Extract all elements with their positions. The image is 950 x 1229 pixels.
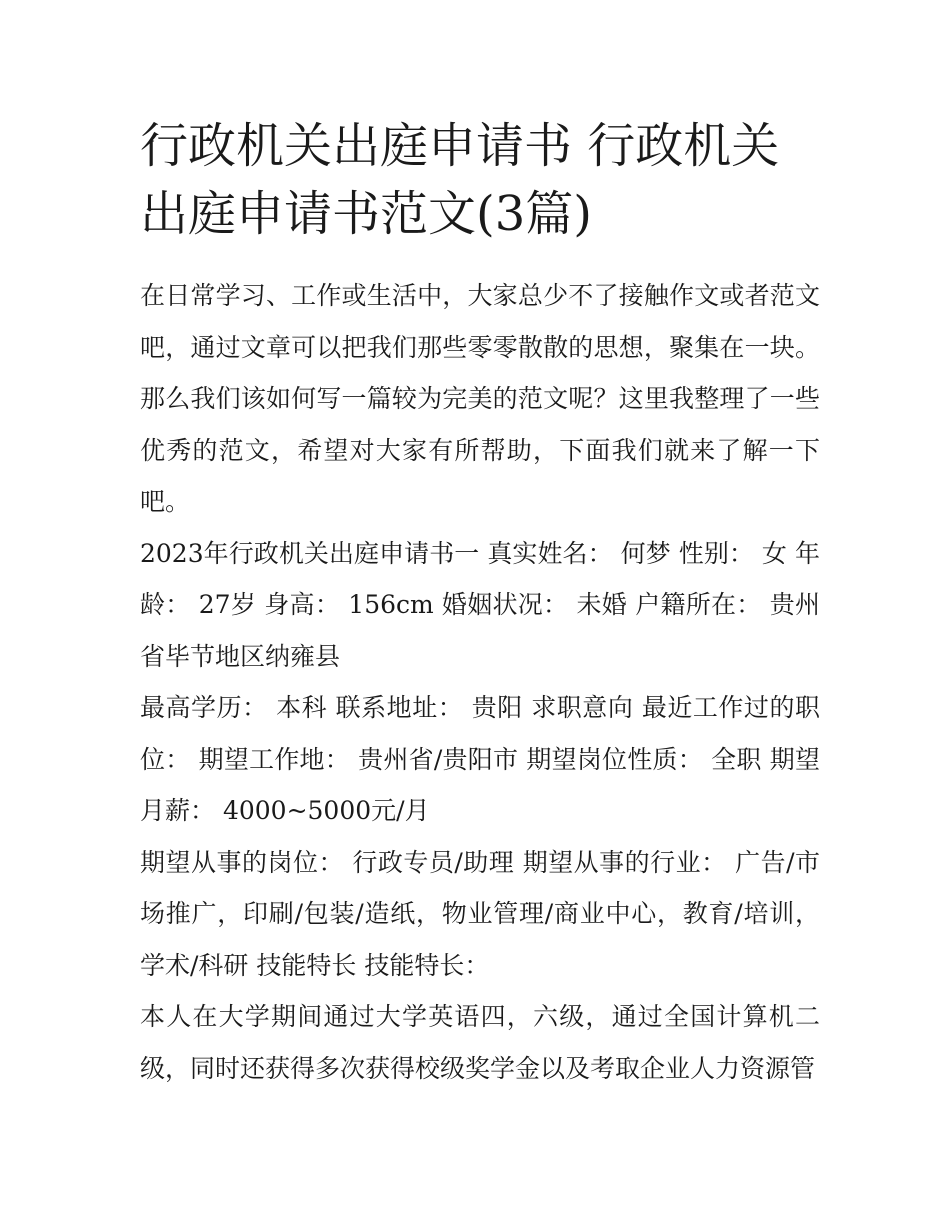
document-title: 行政机关出庭申请书 行政机关出庭申请书范文(3篇) <box>140 118 780 242</box>
paragraph-expected-position: 期望从事的岗位： 行政专员/助理 期望从事的行业： 广告/市场推广，印刷/包装/造纸，物业管理/商业中心，教育/培训，学术/科研 技能特长 技能特长： <box>140 847 820 980</box>
paragraph-intro: 在日常学习、工作或生活中，大家总少不了接触作文或者范文吧，通过文章可以把我们那些零零散散的思想，聚集在一块。那么我们该如何写一篇较为完美的范文呢？这里我整理了一些优秀的范文，希望对大家有所帮助，下面我们就来了解一下吧。 <box>140 281 820 516</box>
paragraph-education-intent: 最高学历： 本科 联系地址： 贵阳 求职意向 最近工作过的职位： 期望工作地： 贵州省/贵阳市 期望岗位性质： 全职 期望月薪： 4000~5000元/月 <box>140 693 820 825</box>
paragraph-personal-info: 2023年行政机关出庭申请书一 真实姓名： 何梦 性别： 女 年龄： 27岁 身高： 156cm 婚姻状况： 未婚 户籍所在： 贵州省毕节地区纳雍县 <box>140 538 820 671</box>
paragraph-skills: 本人在大学期间通过大学英语四，六级，通过全国计算机二级，同时还获得多次获得校级奖学金以及考取企业人力资源管 <box>140 1002 820 1083</box>
document-page <box>140 112 820 1094</box>
